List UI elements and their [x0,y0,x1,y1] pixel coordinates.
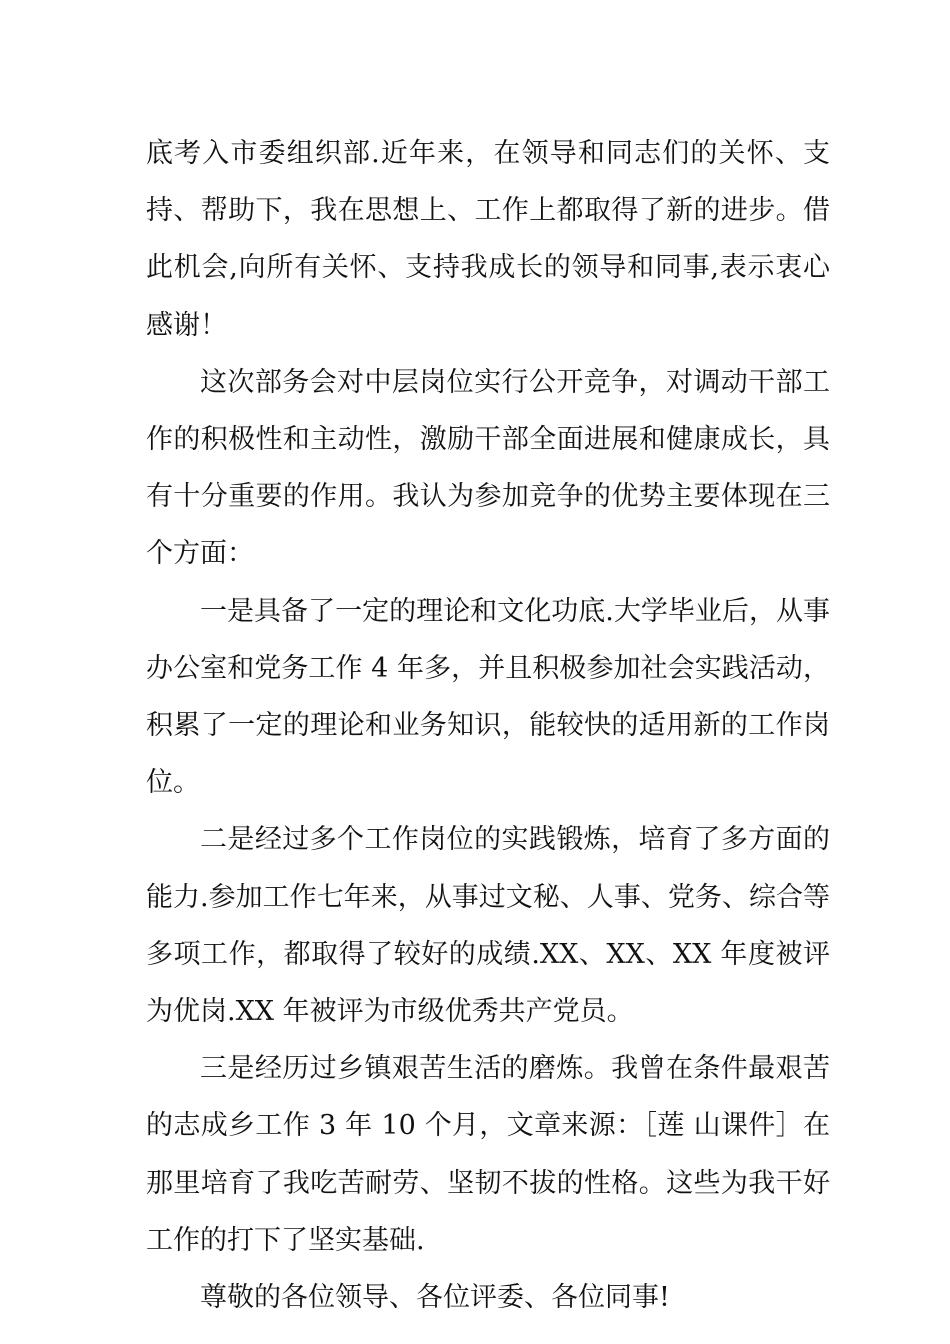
paragraph-2: 这次部务会对中层岗位实行公开竞争，对调动干部工作的积极性和主动性，激励干部全面进展和健康成长，具有十分重要的作用。我认为参加竞争的优势主要体现在三个方面： [146,366,830,570]
paragraph-1: 底考入市委组织部.近年来，在领导和同志们的关怀、支持、帮助下，我在思想上、工作上都取得了新的进步。借此机会,向所有关怀、支持我成长的领导和同事,表示衷心感谢！ [146,138,830,341]
paragraph-3: 一是具备了一定的理论和文化功底.大学毕业后，从事办公室和党务工作 4 年多，并且积极参加社会实践活动，积累了一定的理论和业务知识，能较快的适用新的工作岗位。 [146,595,830,799]
document-body [146,125,830,1326]
paragraph-5: 三是经历过乡镇艰苦生活的磨炼。我曾在条件最艰苦的志成乡工作 3 年 10 个月，文章来源：［莲 山课件］在那里培育了我吃苦耐劳、坚韧不拔的性格。这些为我干好工作的打下了坚实基础. [146,1053,830,1256]
paragraph-6: 尊敬的各位领导、各位评委、各位同事! [200,1282,670,1314]
paragraph-4: 二是经过多个工作岗位的实践锻炼，培育了多方面的能力.参加工作七年来，从事过文秘、人事、党务、综合等多项工作，都取得了较好的成绩.XX、XX、XX 年度被评为优岗.XX 年被评为市级优秀共产党员。 [146,824,830,1028]
